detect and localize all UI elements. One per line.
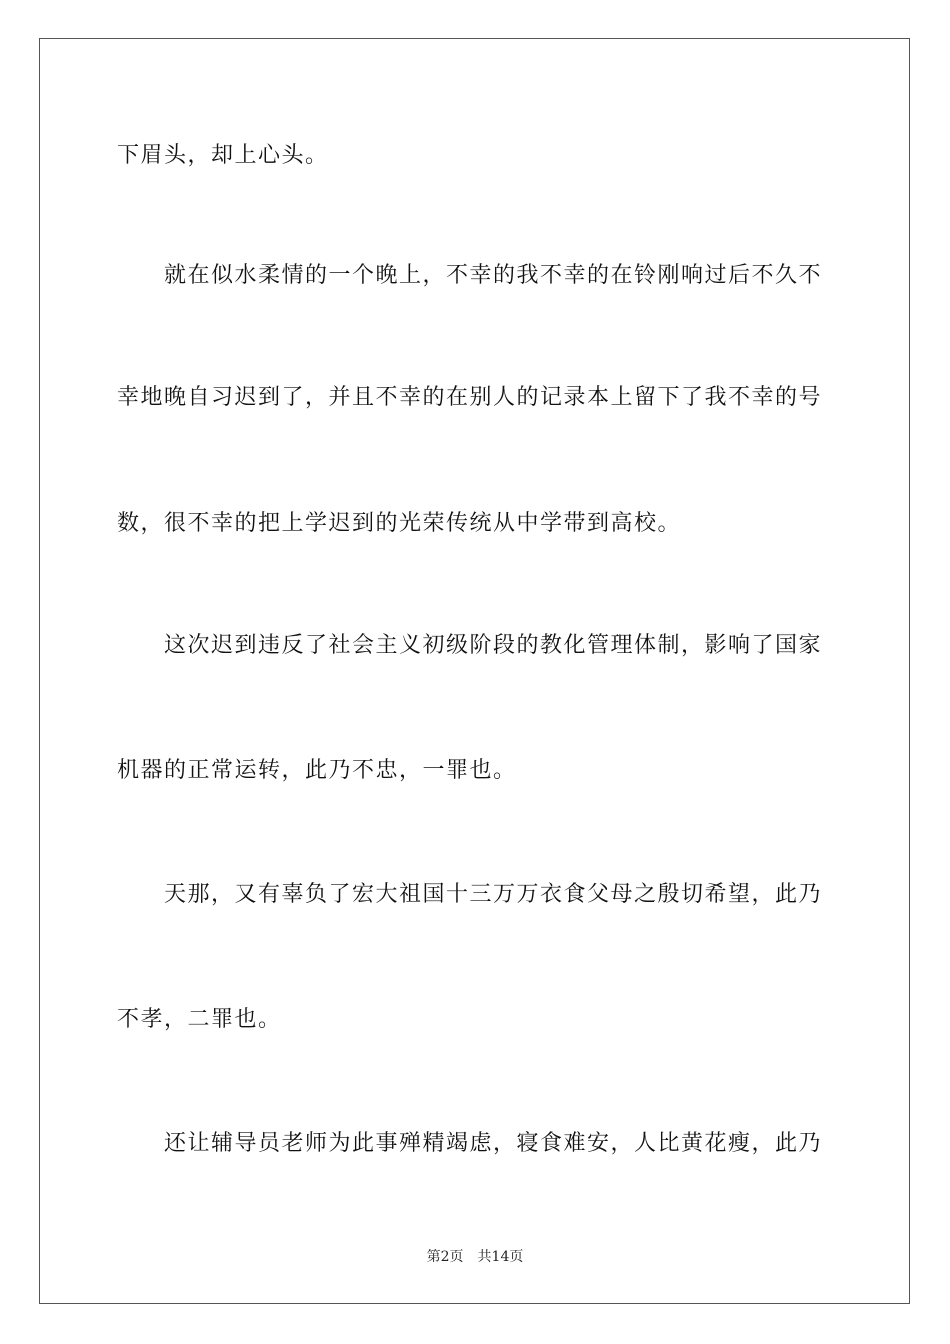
page-number: 第2页 bbox=[426, 1249, 464, 1265]
text-line-9: 还让辅导员老师为此事殚精竭虑，寝食难安，人比黄花瘦，此乃 bbox=[164, 1131, 823, 1156]
text-line-6: 机器的正常运转，此乃不忠，一罪也。 bbox=[117, 758, 517, 783]
text-line-7: 天那，又有辜负了宏大祖国十三万万衣食父母之殷切希望，此乃 bbox=[164, 882, 823, 907]
text-line-5: 这次迟到违反了社会主义初级阶段的教化管理体制，影响了国家 bbox=[164, 633, 823, 658]
text-line-8: 不孝，二罪也。 bbox=[117, 1007, 282, 1032]
page-frame bbox=[39, 38, 910, 1304]
page-total: 共14页 bbox=[477, 1249, 524, 1265]
page-footer bbox=[0, 1248, 950, 1266]
text-line-4: 数，很不幸的把上学迟到的光荣传统从中学带到高校。 bbox=[117, 511, 682, 536]
text-line-2: 就在似水柔情的一个晚上，不幸的我不幸的在铃刚响过后不久不 bbox=[164, 263, 823, 288]
text-line-1: 下眉头，却上心头。 bbox=[117, 143, 329, 168]
text-line-3: 幸地晚自习迟到了，并且不幸的在别人的记录本上留下了我不幸的号 bbox=[117, 385, 823, 410]
